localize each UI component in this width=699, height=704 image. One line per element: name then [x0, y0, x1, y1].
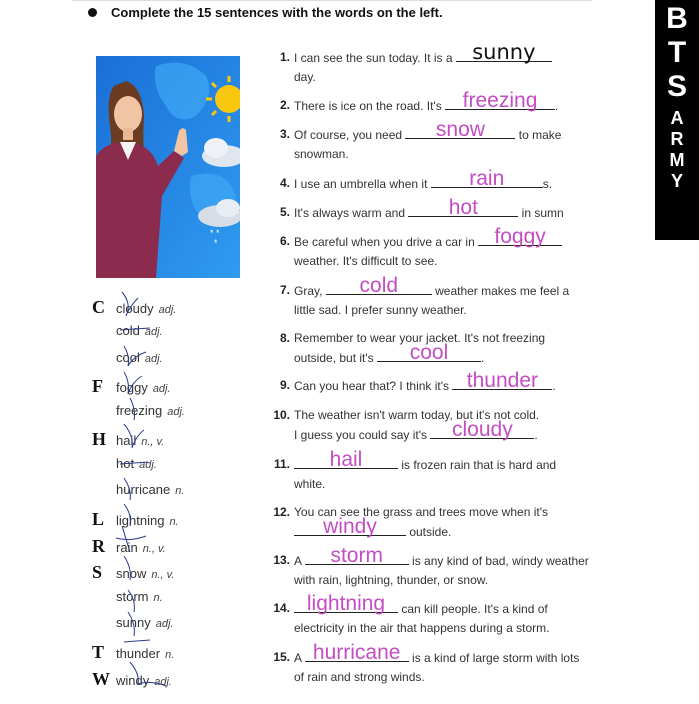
question-text-after: s. [542, 177, 553, 191]
word-pos: adj. [167, 406, 185, 418]
question-number: 5. [279, 205, 290, 219]
word-text: storm [116, 589, 149, 604]
question-text: You can see the grass and trees move when it's [294, 505, 548, 519]
word-text: thunder [116, 646, 161, 661]
question-text-line2: with rain, lightning, thunder, or snow. [294, 573, 489, 587]
question-text: I use an umbrella when it [294, 177, 431, 191]
question-number: 8. [279, 331, 290, 345]
answer-text: sunny [472, 40, 536, 64]
answer-blank[interactable] [452, 369, 552, 392]
question-12 [272, 503, 612, 543]
question-8 [272, 329, 612, 369]
question-text-after: . [555, 99, 559, 113]
word-pos: adj. [155, 618, 174, 630]
answer-blank[interactable] [326, 274, 432, 297]
question-text: Be careful when you drive a car in [294, 235, 479, 249]
banner-letter: Y [670, 171, 683, 191]
answer-blank[interactable] [430, 418, 534, 441]
question-1 [272, 40, 612, 88]
answer-blank[interactable] [405, 118, 515, 141]
word-text: cool [116, 350, 140, 365]
question-number: 3. [279, 127, 290, 141]
word-pos: n. [175, 485, 185, 497]
question-text: Gray, [294, 284, 326, 298]
question-number: 7. [279, 283, 290, 297]
word-text: hot [116, 456, 135, 471]
question-text-after: outside. [406, 525, 452, 539]
question-number: 6. [279, 234, 290, 248]
instruction-text: Complete the 15 sentences with the words on the left. [111, 4, 443, 20]
word-pos: adj. [152, 383, 171, 395]
answer-blank[interactable] [294, 515, 406, 538]
answer-text: cool [409, 341, 449, 364]
instruction-row [88, 2, 443, 22]
word-text: foggy [116, 380, 148, 395]
question-number: 12. [273, 505, 290, 519]
answer-blank[interactable] [456, 40, 552, 64]
question-6 [272, 225, 612, 272]
answer-blank[interactable] [445, 89, 555, 112]
banner-letter: M [669, 150, 685, 170]
question-14 [272, 592, 612, 639]
answer-blank[interactable] [431, 167, 543, 190]
banner-letter: B [666, 2, 688, 35]
question-9 [272, 369, 612, 396]
word-pos: adj. [139, 459, 157, 471]
question-text: Can you hear that? I think it's [294, 379, 453, 393]
answer-text: storm [330, 544, 383, 567]
answer-text: thunder [466, 369, 538, 392]
word-text: windy [116, 673, 150, 688]
answer-text: hot [448, 196, 478, 219]
question-text: A [294, 651, 305, 665]
question-text-line2: electricity in the air that happens during a storm. [294, 621, 550, 635]
banner-letter: A [670, 108, 684, 128]
svg-text:* *: * * [210, 228, 220, 238]
word-text: sunny [116, 615, 151, 630]
word-text: hurricane [116, 482, 171, 497]
word-letter: W [92, 669, 110, 689]
question-7 [272, 274, 612, 321]
answer-blank[interactable] [408, 196, 518, 219]
question-number: 2. [279, 98, 290, 112]
bullet-icon [88, 8, 97, 17]
answer-text: snow [435, 118, 485, 141]
answer-text: windy [323, 515, 377, 538]
answer-blank[interactable] [305, 544, 409, 567]
word-letter: L [92, 509, 105, 529]
question-text: There is ice on the road. It's [294, 99, 446, 113]
word-pos: n., v. [151, 569, 175, 581]
word-letter: T [92, 642, 105, 662]
svg-text:*: * [214, 238, 218, 248]
question-text-line2: outside, but it's [294, 351, 378, 365]
banner-letter: R [670, 129, 684, 149]
question-text-after: in sumn [518, 206, 564, 220]
word-pos: n., v. [141, 436, 165, 448]
question-text: The weather isn't warm today, but it's not cold. [294, 408, 540, 422]
word-text: rain [116, 540, 138, 555]
word-pos: n. [165, 649, 175, 661]
question-2 [272, 89, 612, 116]
answer-blank[interactable] [478, 225, 562, 248]
answer-text: freezing [462, 89, 538, 112]
question-number: 4. [279, 176, 290, 190]
word-pos: adj. [144, 326, 163, 338]
question-number: 14. [273, 601, 290, 615]
question-text: Of course, you need [294, 128, 406, 142]
word-pos: adj. [144, 353, 163, 365]
answer-text: rain [469, 167, 505, 190]
question-number: 1. [279, 50, 290, 64]
question-text-line2: snowman. [294, 147, 349, 161]
question-text-after: is frozen rain that is hard and [398, 458, 557, 472]
banner-letter: T [667, 36, 687, 69]
question-text-after: is any kind of bad, windy weather [408, 554, 589, 568]
question-number: 11. [273, 457, 290, 471]
answer-blank[interactable] [294, 592, 398, 615]
word-text: cold [116, 323, 140, 338]
question-text-after: to make [515, 128, 562, 142]
question-number: 15. [273, 650, 290, 664]
question-text-line2: of rain and strong winds. [294, 670, 425, 684]
question-number: 13. [273, 553, 290, 567]
question-text: Remember to wear your jacket. It's not freezing [294, 331, 546, 345]
word-pos: n. [153, 592, 163, 604]
banner-letter: S [666, 70, 687, 103]
word-pos: adj. [158, 304, 177, 316]
top-border [72, 0, 592, 1]
question-text-after: weather makes me feel a [431, 284, 570, 298]
word-pos: n. [169, 516, 179, 528]
answer-blank[interactable] [377, 341, 481, 364]
word-text: hail [116, 433, 137, 448]
question-10 [272, 406, 612, 446]
question-13 [272, 544, 612, 591]
question-5 [272, 196, 612, 223]
question-text-after: . [481, 351, 485, 365]
question-number: 9. [279, 378, 290, 392]
question-text: I can see the sun today. It is a [294, 51, 456, 65]
handwritten-checkmarks [110, 290, 180, 690]
question-text-line2: little sad. I prefer sunny weather. [294, 303, 467, 317]
weather-presenter-illustration [96, 56, 240, 278]
word-text: lightning [116, 513, 165, 528]
word-text: cloudy [116, 301, 154, 316]
word-letter: S [92, 562, 103, 582]
question-3 [272, 118, 612, 165]
answer-text: hurricane [312, 641, 401, 664]
question-text: A [294, 554, 305, 568]
answer-text: cloudy [452, 418, 513, 441]
word-text: snow [116, 566, 147, 581]
question-text-line2: weather. It's difficult to see. [294, 254, 438, 268]
question-text-after: . [552, 379, 556, 393]
question-4 [272, 167, 612, 194]
question-text-after: is a kind of large storm with lots [408, 651, 580, 665]
question-text-line2: white. [294, 477, 326, 491]
answer-blank[interactable] [294, 448, 398, 471]
word-letter: C [92, 297, 105, 317]
answer-text: foggy [494, 225, 546, 248]
bts-army-banner [655, 0, 699, 240]
word-letter: F [92, 376, 103, 396]
question-text: It's always warm and [294, 206, 409, 220]
word-letter: R [92, 536, 105, 556]
question-11 [272, 448, 612, 495]
word-text: freezing [116, 403, 163, 418]
question-number: 10. [273, 408, 290, 422]
question-15 [272, 641, 612, 688]
question-text-after: . [534, 428, 538, 442]
word-pos: adj. [154, 676, 172, 688]
question-text-line2: day. [294, 70, 316, 84]
answer-blank[interactable] [305, 641, 409, 664]
question-text-after: can kill people. It's a kind of [398, 602, 548, 616]
question-text-line2: I guess you could say it's [294, 428, 431, 442]
word-letter: H [92, 429, 107, 449]
answer-text: lightning [306, 592, 386, 615]
answer-text: cold [359, 274, 399, 297]
answer-text: hail [329, 448, 363, 471]
word-pos: n., v. [142, 543, 166, 555]
